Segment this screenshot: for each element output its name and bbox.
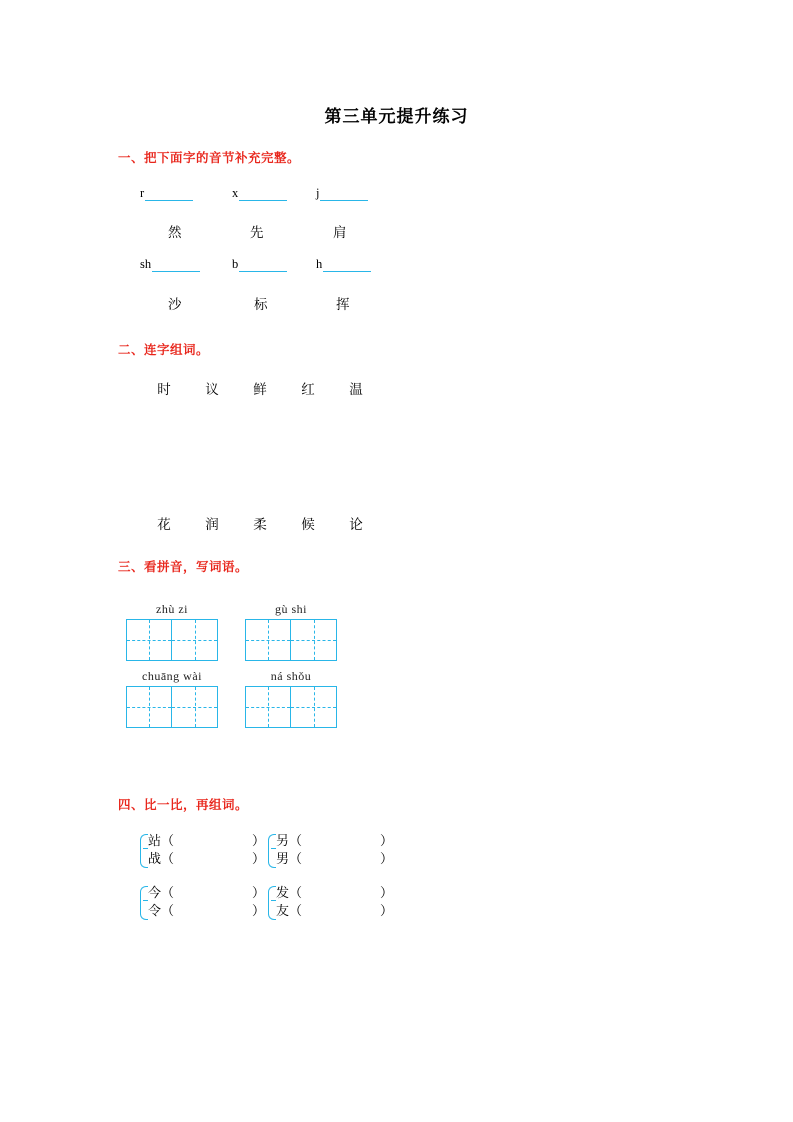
brace-icon <box>140 886 148 920</box>
writing-item-2 <box>245 602 337 661</box>
compare-row[interactable] <box>276 902 393 920</box>
paren-open: （ <box>289 851 303 866</box>
hanzi-char: 挥 <box>336 297 350 312</box>
section-heading-3: 三、看拼音，写词语。 <box>118 560 249 574</box>
compare-char: 站 <box>148 833 162 848</box>
match-char[interactable]: 温 <box>349 382 363 397</box>
paren-close: ） <box>380 903 394 918</box>
section-heading-1: 一、把下面字的音节补充完整。 <box>118 151 301 165</box>
compare-row[interactable] <box>276 884 393 902</box>
compare-char: 令 <box>148 903 162 918</box>
compare-row[interactable] <box>148 902 265 920</box>
tianzige-cell[interactable] <box>291 686 337 728</box>
paren-close: ） <box>252 851 266 866</box>
match-char[interactable]: 鲜 <box>253 382 267 397</box>
compare-row[interactable] <box>148 884 265 902</box>
pinyin-item[interactable] <box>140 257 200 272</box>
brace-icon <box>268 834 276 868</box>
paren-close: ） <box>380 851 394 866</box>
match-char[interactable]: 议 <box>205 382 219 397</box>
pinyin-prefix: b <box>232 257 239 271</box>
brace-tip-icon <box>271 900 276 901</box>
match-char[interactable]: 论 <box>349 517 363 532</box>
match-row-bottom <box>140 513 380 533</box>
paren-open: （ <box>289 833 303 848</box>
compare-group-2 <box>268 832 393 868</box>
answer-blank[interactable] <box>323 259 371 272</box>
compare-char: 战 <box>148 851 162 866</box>
paren-open: （ <box>161 833 175 848</box>
pinyin-item[interactable] <box>140 186 193 201</box>
brace-pair <box>268 884 393 920</box>
writing-item-4 <box>245 669 337 728</box>
answer-blank[interactable] <box>145 188 193 201</box>
page-title: 第三单元提升练习 <box>324 107 469 126</box>
brace-tip-icon <box>143 900 148 901</box>
match-row-top <box>140 378 380 398</box>
compare-row[interactable] <box>276 832 393 850</box>
compare-char: 今 <box>148 885 162 900</box>
paren-close: ） <box>252 903 266 918</box>
tianzige-cell[interactable] <box>172 619 218 661</box>
compare-row[interactable] <box>276 850 393 868</box>
pinyin-item[interactable] <box>316 186 368 201</box>
answer-blank[interactable] <box>239 259 287 272</box>
brace-pair <box>140 832 265 868</box>
paren-close: ） <box>252 885 266 900</box>
match-char[interactable]: 润 <box>205 517 219 532</box>
tianzige-cell[interactable] <box>126 619 172 661</box>
brace-pair <box>268 832 393 868</box>
paren-open: （ <box>289 885 303 900</box>
section-heading-4: 四、比一比，再组词。 <box>118 798 249 812</box>
tianzige-cell[interactable] <box>245 619 291 661</box>
compare-char: 发 <box>276 885 290 900</box>
paren-open: （ <box>161 903 175 918</box>
compare-row[interactable] <box>148 850 265 868</box>
brace-icon <box>140 834 148 868</box>
answer-blank[interactable] <box>239 188 287 201</box>
answer-blank[interactable] <box>320 188 368 201</box>
compare-group-4 <box>268 884 393 920</box>
paren-open: （ <box>289 903 303 918</box>
writing-item-3 <box>126 669 218 728</box>
compare-char: 另 <box>276 833 290 848</box>
paren-open: （ <box>161 851 175 866</box>
tianzige-cell[interactable] <box>126 686 172 728</box>
brace-tip-icon <box>271 848 276 849</box>
match-char[interactable]: 红 <box>301 382 315 397</box>
match-char[interactable]: 花 <box>157 517 171 532</box>
compare-char: 友 <box>276 903 290 918</box>
pinyin-label: ná shǒu <box>270 669 312 683</box>
pinyin-prefix: sh <box>140 257 152 271</box>
hanzi-char: 然 <box>168 225 182 240</box>
match-char[interactable]: 候 <box>301 517 315 532</box>
compare-row[interactable] <box>148 832 265 850</box>
hanzi-char: 沙 <box>168 297 182 312</box>
tianzige-cell[interactable] <box>291 619 337 661</box>
hanzi-char: 肩 <box>333 225 347 240</box>
brace-icon <box>268 886 276 920</box>
pinyin-prefix: h <box>316 257 323 271</box>
pinyin-label: gù shi <box>274 602 307 616</box>
brace-pair <box>140 884 265 920</box>
pinyin-item[interactable] <box>232 257 287 272</box>
tianzige-cell[interactable] <box>245 686 291 728</box>
hanzi-char: 先 <box>250 225 264 240</box>
pinyin-item[interactable] <box>232 186 287 201</box>
hanzi-char: 标 <box>254 297 268 312</box>
tianzige-grid[interactable] <box>245 619 337 661</box>
pinyin-prefix: j <box>316 186 320 200</box>
tianzige-grid[interactable] <box>245 686 337 728</box>
answer-blank[interactable] <box>152 259 200 272</box>
section-heading-2: 二、连字组词。 <box>118 343 210 357</box>
pinyin-prefix: x <box>232 186 239 200</box>
pinyin-prefix: r <box>140 186 145 200</box>
pinyin-item[interactable] <box>316 257 371 272</box>
pinyin-label: zhù zi <box>156 602 188 616</box>
paren-close: ） <box>380 885 394 900</box>
compare-group-1 <box>140 832 265 868</box>
compare-char: 男 <box>276 851 290 866</box>
tianzige-grid[interactable] <box>126 619 218 661</box>
paren-close: ） <box>380 833 394 848</box>
tianzige-grid[interactable] <box>126 686 218 728</box>
match-char[interactable]: 柔 <box>253 517 267 532</box>
compare-group-3 <box>140 884 265 920</box>
match-char[interactable]: 时 <box>157 382 171 397</box>
brace-tip-icon <box>143 848 148 849</box>
tianzige-cell[interactable] <box>172 686 218 728</box>
pinyin-label: chuāng wài <box>142 669 202 683</box>
paren-close: ） <box>252 833 266 848</box>
writing-item-1 <box>126 602 218 661</box>
paren-open: （ <box>161 885 175 900</box>
